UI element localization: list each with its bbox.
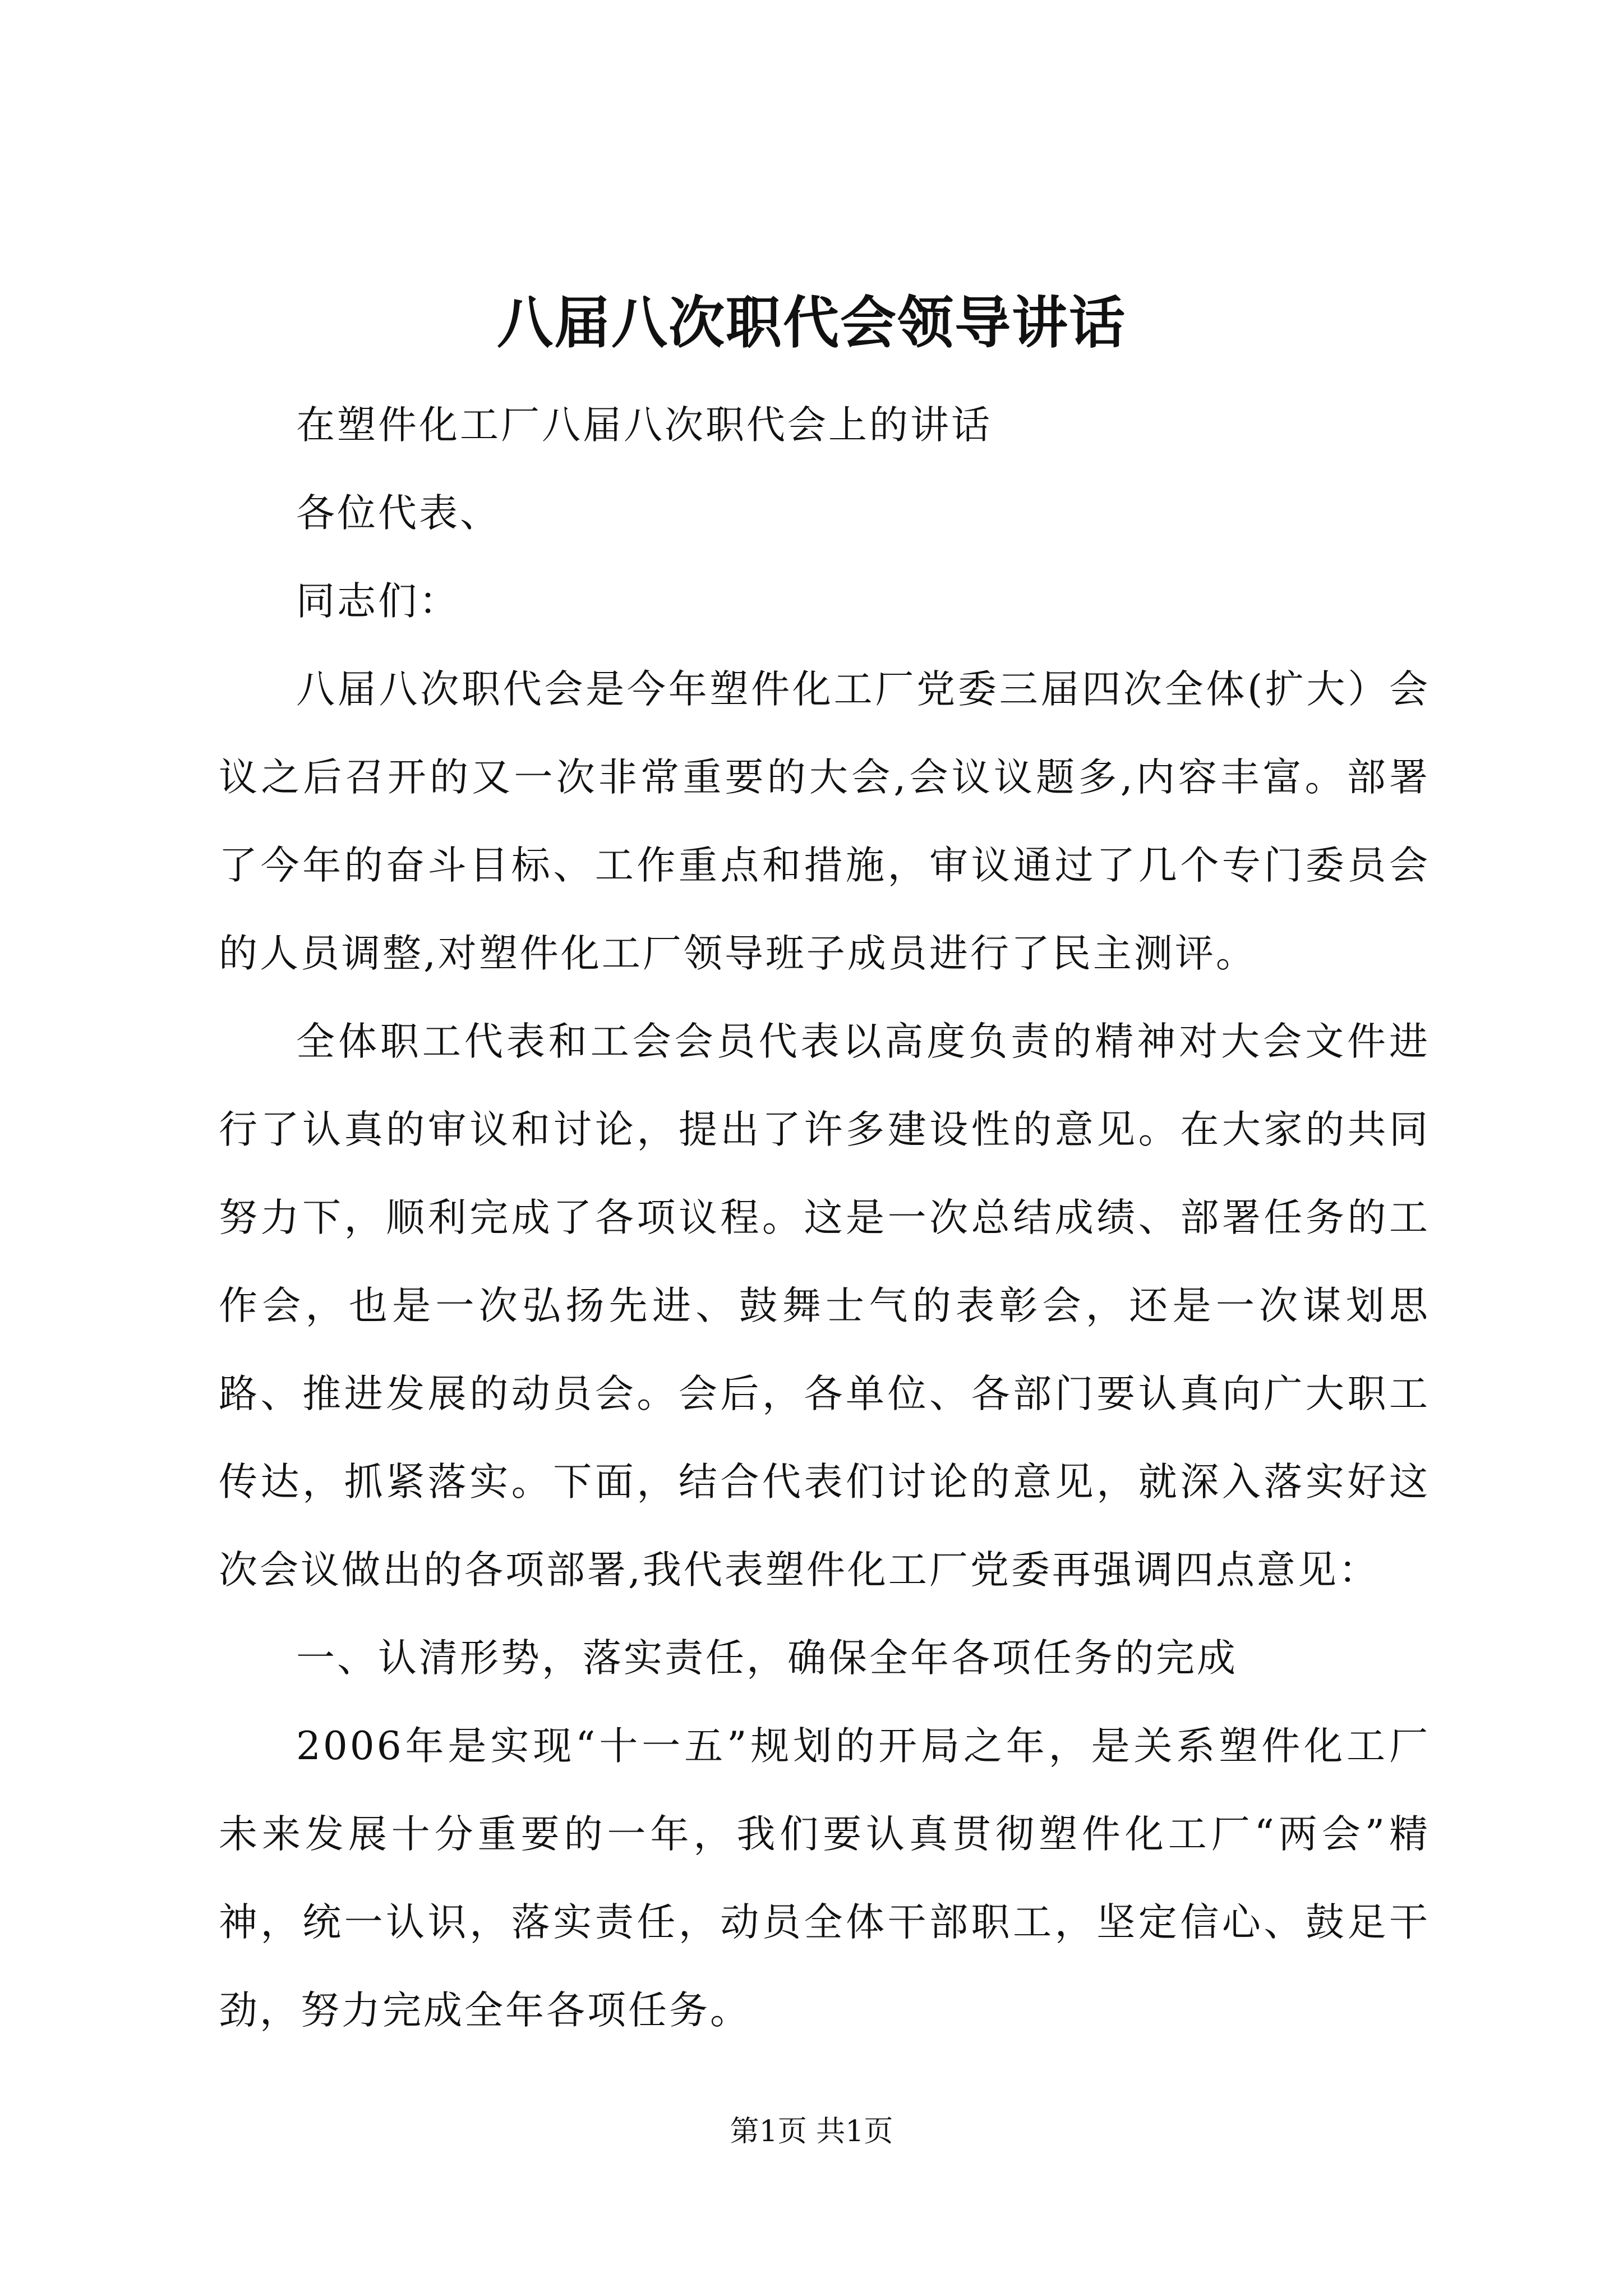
body-paragraph: 八届八次职代会是今年塑件化工厂党委三届四次全体(扩大）会议之后召开的又一次非常重要的大会,会议议题多,内容丰富。部署了今年的奋斗目标、工作重点和措施，审议通过了几个专门委员会的人员调整,对塑件化工厂领导班子成员进行了民主测评。 bbox=[219, 667, 1430, 976]
section-heading: 一、认清形势，落实责任，确保全年各项任务的完成 bbox=[296, 1636, 1238, 1681]
salutation-paragraph: 同志们： bbox=[296, 579, 460, 624]
subtitle-paragraph: 在塑件化工厂八届八次职代会上的讲话 bbox=[296, 403, 992, 448]
body-paragraph: 2006年是实现“十一五”规划的开局之年，是关系塑件化工厂未来发展十分重要的一年，我们要认真贯彻塑件化工厂“两会”精神，统一认识，落实责任，动员全体干部职工，坚定信心、鼓足干劲，努力完成全年各项任务。 bbox=[219, 1724, 1430, 2033]
salutation-paragraph: 各位代表、 bbox=[296, 491, 501, 536]
document-body bbox=[219, 381, 1430, 2055]
document-title: 八届八次职代会领导讲话 bbox=[497, 289, 1126, 356]
body-paragraph: 全体职工代表和工会会员代表以高度负责的精神对大会文件进行了认真的审议和讨论，提出了许多建设性的意见。在大家的共同努力下，顺利完成了各项议程。这是一次总结成绩、部署任务的工作会，也是一次弘扬先进、鼓舞士气的表彰会，还是一次谋划思路、推进发展的动员会。会后，各单位、各部门要认真向广大职工传达，抓紧落实。下面，结合代表们讨论的意见，就深入落实好这次会议做出的各项部署,我代表塑件化工厂党委再强调四点意见： bbox=[219, 1019, 1430, 1593]
page-footer: 第1页 共1页 bbox=[730, 2115, 893, 2148]
